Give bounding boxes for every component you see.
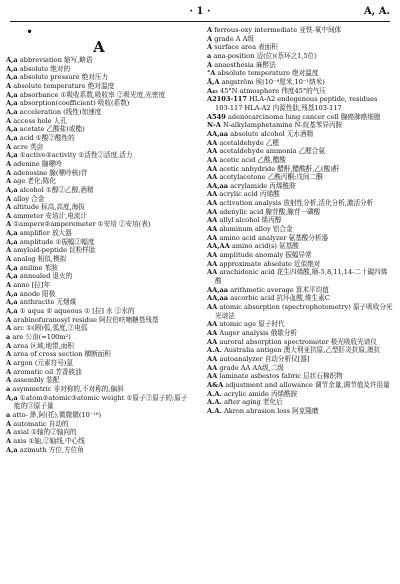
dictionary-entry bbox=[207, 69, 393, 78]
entry-term: A,a bbox=[6, 298, 18, 307]
dictionary-entry bbox=[207, 329, 393, 338]
entry-definition: ferrous-oxy intermediate 亚铁-氧中间体 bbox=[214, 26, 342, 34]
entry-definition: alcohol ①醇②乙醇,酒精 bbox=[19, 185, 94, 194]
entry-definition: autoanalyzer 自动分析仪[器] bbox=[219, 354, 310, 363]
entry-definition: atto- 渺,阿(托),微微微(10⁻¹⁸) bbox=[12, 410, 102, 419]
entry-definition: atomic age 原子时代 bbox=[219, 320, 285, 329]
entry-definition: adenosine 腺(嘌呤核)苷 bbox=[13, 168, 88, 177]
entry-definition: acre 英亩 bbox=[13, 142, 44, 151]
entry-definition: ①ampere②amperemeter ①安培 ②安培(表) bbox=[13, 220, 151, 229]
entry-definition: activation analysis 放射性分析,活化分析,激活分析 bbox=[219, 199, 374, 208]
entry-term: A bbox=[6, 246, 12, 255]
dictionary-entry bbox=[207, 355, 393, 364]
entry-definition: aluminum alloy 铝合金 bbox=[219, 225, 293, 234]
entry-definition: auroral absorption spectrometer 极光吸收光谱仪 bbox=[219, 337, 377, 346]
entry-definition: absorbance ①吸收系数,吸收率 ②吸光度,光密度 bbox=[19, 90, 166, 99]
entry-term: A bbox=[6, 419, 12, 428]
running-head: A, A. bbox=[364, 6, 390, 17]
entry-term: AA bbox=[207, 337, 218, 346]
dictionary-entry bbox=[6, 143, 192, 152]
entry-definition: amplifier 放大器 bbox=[19, 229, 72, 238]
entry-definition: amino acid(s) 氨基酸 bbox=[231, 242, 299, 251]
dictionary-entry bbox=[6, 108, 192, 117]
entry-definition: atomic absorption (spectrophotometry) 原子吸收分光光谱法 bbox=[215, 303, 393, 320]
dictionary-entry bbox=[6, 91, 192, 100]
entry-term: A bbox=[6, 255, 12, 264]
entry-term: AA bbox=[207, 259, 218, 268]
dictionary-entry bbox=[6, 324, 192, 333]
dictionary-entry bbox=[207, 43, 393, 52]
entry-definition: argon (元素符号)氩 bbox=[13, 358, 73, 367]
dictionary-entry bbox=[6, 272, 192, 281]
dictionary-entry bbox=[207, 216, 393, 225]
entry-definition: N-alkylamphetamine N-烷基苯异丙胺 bbox=[223, 121, 343, 130]
entry-term: AA bbox=[207, 164, 218, 173]
entry-definition: angström 埃(10⁻⁸厘米,10⁻¹纳米) bbox=[221, 77, 325, 86]
dictionary-entry bbox=[6, 229, 192, 238]
entry-term: a bbox=[6, 384, 11, 393]
entry-definition: HLA-A2 endogenous peptide, residues 103-117 HLA-A2 内源性肽,残基103-117 bbox=[215, 95, 378, 112]
entry-definition: allyl alcohol 烯丙醇 bbox=[219, 216, 282, 225]
entry-definition: anode 阳极 bbox=[19, 289, 56, 298]
entry-definition: ascorbic acid 抗坏血酸,维生素C bbox=[230, 294, 330, 303]
entry-term: A bbox=[6, 211, 12, 220]
entry-term: AA bbox=[207, 173, 218, 182]
dictionary-entry bbox=[6, 117, 192, 126]
entry-definition: axis ①轴,②轴线,中心线 bbox=[13, 436, 85, 445]
entry-term: AA bbox=[207, 199, 218, 208]
entry-definition: ① aqua ② aqueous ① [拉] 水 ②水的 bbox=[19, 307, 135, 316]
entry-term: A bbox=[6, 350, 12, 359]
dictionary-entry bbox=[207, 338, 393, 347]
dictionary-entry bbox=[6, 203, 192, 212]
entry-definition: abbreviation 缩写,略语 bbox=[19, 56, 93, 64]
dictionary-entry bbox=[6, 437, 192, 446]
entry-definition: laminate asbestos fabric 层状石棉织物 bbox=[219, 372, 343, 381]
dictionary-entry bbox=[207, 61, 393, 70]
entry-definition: arc ①(圆)弧,弧度,②电弧 bbox=[13, 324, 88, 333]
entry-definition: adenocarcinoma lung cancer cell 腺癌肺癌细胞 bbox=[228, 112, 381, 121]
entry-term: a bbox=[6, 410, 11, 419]
entry-term: A bbox=[207, 60, 213, 69]
dictionary-entry bbox=[207, 381, 393, 390]
dictionary-entry bbox=[207, 52, 393, 61]
dictionary-entry bbox=[207, 156, 393, 165]
entry-definition: surface area 表面积 bbox=[214, 43, 278, 52]
entry-definition: approximate absolute 近似绝对 bbox=[219, 259, 321, 268]
dictionary-entry bbox=[6, 169, 192, 178]
entry-term: A,a bbox=[6, 263, 18, 272]
entry-definition: automatic 自动的 bbox=[13, 419, 69, 428]
entry-definition: age 老化;陈化 bbox=[13, 177, 56, 186]
entry-definition: access hole 人孔 bbox=[13, 116, 67, 125]
dictionary-entry bbox=[207, 139, 393, 148]
entry-definition: Australia antigen 澳大利亚抗原,乙型肝炎抗原,澳抗 bbox=[223, 346, 381, 355]
entry-definition: amplitude ①振幅②幅度 bbox=[19, 237, 95, 246]
entry-definition: adjustment and allowance 调节余量,调节值及许用量 bbox=[225, 380, 390, 389]
entry-term: A,a bbox=[6, 272, 18, 281]
entry-definition: azimuth 方位,方位角 bbox=[19, 445, 84, 454]
entry-definition: grade A A级 bbox=[214, 34, 254, 43]
entry-definition: absolute temperature 绝对温度 bbox=[217, 69, 319, 78]
entry-definition: ①active②activity ①活性②活度,活力 bbox=[19, 151, 133, 160]
entry-definition: aromatic oil 芳香族油 bbox=[13, 367, 82, 376]
entry-term: A549 bbox=[207, 112, 226, 121]
entry-definition: Akron abrasion loss 阿克隆磨 bbox=[223, 406, 319, 415]
entry-definition: absorption(coefficient) 吸收(系数) bbox=[19, 99, 130, 108]
dictionary-entry bbox=[6, 195, 192, 204]
dictionary-entry bbox=[6, 446, 192, 455]
entry-definition: acetaldehyde 乙醛 bbox=[219, 138, 280, 147]
entry-term: AA bbox=[207, 155, 218, 164]
entry-term: A bbox=[207, 34, 213, 43]
entry-term: Å,A bbox=[207, 77, 220, 86]
dictionary-entry bbox=[6, 99, 192, 108]
entry-definition: acetic anhydride 醋酐,醋酸酐,乙(酸)酐 bbox=[219, 164, 340, 173]
dictionary-entry bbox=[6, 385, 192, 394]
entry-term: AA bbox=[207, 147, 218, 156]
dictionary-entry bbox=[207, 95, 393, 112]
entry-term: A2103-117 bbox=[207, 95, 247, 104]
dictionary-entry bbox=[207, 294, 393, 303]
entry-term: A,a bbox=[6, 99, 18, 108]
entry-term: AA bbox=[207, 251, 218, 260]
entry-term: A&A bbox=[207, 380, 224, 389]
entry-term: AA bbox=[207, 303, 218, 311]
dictionary-entry bbox=[207, 242, 393, 251]
dictionary-entry bbox=[6, 160, 192, 169]
entry-term: A bbox=[6, 168, 12, 177]
dictionary-entry bbox=[207, 35, 393, 44]
entry-definition: acrylic amide 丙烯酰胺 bbox=[223, 389, 298, 398]
dictionary-entry bbox=[207, 364, 393, 373]
dictionary-entry bbox=[6, 151, 192, 160]
dictionary-entry bbox=[6, 376, 192, 385]
entry-term: AA bbox=[207, 190, 218, 199]
dictionary-entry bbox=[6, 281, 192, 290]
entry-term: A,a bbox=[6, 151, 18, 160]
entry-term: A bbox=[6, 367, 12, 376]
entry-definition: assembly 装配 bbox=[13, 376, 60, 385]
entry-term: AA,aa bbox=[207, 129, 229, 138]
entry-term: A bbox=[6, 81, 12, 90]
entry-definition: anthracite 无烟煤 bbox=[19, 298, 77, 307]
entry-definition: absolute temperature 绝对温度 bbox=[13, 81, 115, 90]
entry-term: A bbox=[6, 159, 12, 168]
page-number: · 1 · bbox=[189, 6, 211, 17]
dictionary-entry bbox=[207, 147, 393, 156]
dictionary-entry bbox=[6, 177, 192, 186]
entry-term: A.A. bbox=[207, 346, 222, 355]
dictionary-entry bbox=[6, 134, 192, 143]
entry-term: A.A. bbox=[207, 406, 222, 415]
entry-definition: anaesthesia 麻醉法 bbox=[214, 60, 276, 69]
entry-definition: acetaldehyde ammonia 乙醛合氨 bbox=[219, 147, 326, 156]
header-rule bbox=[10, 21, 390, 22]
entry-definition: acrylic acid 丙烯酸 bbox=[219, 190, 280, 199]
entry-definition: arabinofuranosyl residue 阿拉伯呋喃糖基残基 bbox=[13, 315, 159, 324]
dictionary-entry bbox=[207, 320, 393, 329]
entry-term: A.A. bbox=[207, 398, 222, 407]
entry-definition: absolute alcohol 无水酒精 bbox=[230, 129, 314, 138]
dictionary-entry bbox=[6, 307, 192, 316]
entry-term: AA bbox=[207, 138, 218, 147]
dictionary-entry bbox=[207, 78, 393, 87]
dictionary-entry bbox=[207, 390, 393, 399]
entry-term: A bbox=[6, 281, 12, 290]
entry-term: A bbox=[6, 220, 12, 229]
dictionary-entry bbox=[207, 121, 393, 130]
dictionary-entry bbox=[6, 56, 192, 65]
entry-definition: altitude 标高,高度,海拔 bbox=[13, 203, 85, 212]
dictionary-entry bbox=[6, 255, 192, 264]
dictionary-entry bbox=[207, 190, 393, 199]
entry-term: AA,AA bbox=[207, 242, 230, 251]
dictionary-entry bbox=[207, 407, 393, 416]
dictionary-entry bbox=[207, 199, 393, 208]
entry-definition: ana-position 迈(位)(萘环之1,5位) bbox=[213, 51, 317, 60]
entry-definition: acid ①酸②酸性的 bbox=[19, 133, 75, 142]
dictionary-entry bbox=[6, 394, 192, 411]
entry-definition: are 公亩(=100m²) bbox=[12, 333, 71, 341]
entry-term: AA bbox=[207, 372, 218, 381]
dictionary-entry bbox=[6, 411, 192, 420]
entry-definition: amino acid analyzer 氨基酸分析器 bbox=[219, 233, 329, 242]
entry-term: AA,aa bbox=[207, 181, 229, 190]
dictionary-entry bbox=[6, 220, 192, 229]
entry-term: A,a bbox=[6, 307, 18, 316]
entry-definition: amyloid-peptide 淀粉样肽 bbox=[13, 246, 96, 255]
dictionary-entry bbox=[207, 130, 393, 139]
dictionary-entry bbox=[6, 186, 192, 195]
entry-term: AA bbox=[207, 233, 218, 242]
dictionary-entry bbox=[6, 65, 192, 74]
entry-definition: after aging 老化后 bbox=[223, 398, 283, 407]
entry-definition: acetic acid 乙酸,醋酸 bbox=[219, 155, 286, 164]
right-column bbox=[207, 26, 393, 416]
entry-term: A bbox=[6, 203, 12, 212]
dictionary-entry bbox=[207, 26, 393, 35]
dictionary-entry bbox=[207, 303, 393, 320]
left-column bbox=[6, 26, 192, 454]
entry-definition: adenylic acid 腺苷酸,腺苷一磷酸 bbox=[219, 207, 321, 216]
entry-definition: acetate 乙酸盐(或酯) bbox=[19, 125, 85, 134]
entry-term: A,a bbox=[6, 229, 18, 238]
dictionary-entry bbox=[6, 342, 192, 351]
entry-definition: anno [拉]年 bbox=[13, 281, 51, 290]
entry-definition: axial ①轴的②轴向的 bbox=[13, 428, 77, 437]
entry-term: A bbox=[6, 436, 12, 445]
entry-term: A bbox=[207, 43, 213, 52]
entry-term: N-A bbox=[207, 121, 221, 130]
entry-term: AA,aa bbox=[207, 294, 229, 303]
entry-term: a bbox=[6, 333, 11, 341]
entry-definition: amplitude anomaly 振幅异常 bbox=[219, 251, 312, 260]
entry-definition: Auger analysis 俄歇分析 bbox=[219, 328, 298, 337]
entry-definition: annealed 退火的 bbox=[19, 272, 73, 281]
entry-definition: alloy 合金 bbox=[13, 194, 45, 203]
entry-definition: acrylamide 丙烯酰胺 bbox=[230, 181, 296, 190]
entry-term: A bbox=[207, 26, 213, 34]
dictionary-entry bbox=[6, 428, 192, 437]
bullet-mark: • bbox=[26, 25, 34, 39]
entry-term: A bbox=[6, 315, 12, 324]
entry-term: A bbox=[6, 428, 12, 437]
entry-term: A bbox=[6, 376, 12, 385]
dictionary-entry bbox=[6, 333, 192, 342]
entry-term: AA bbox=[207, 363, 218, 372]
entry-definition: aniline 苯胺 bbox=[19, 263, 58, 272]
dictionary-entry bbox=[207, 346, 393, 355]
entry-definition: arithmetic average 算术平均值 bbox=[230, 285, 329, 294]
dictionary-entry bbox=[207, 113, 393, 122]
entry-definition: absolute pressure 绝对压力 bbox=[19, 73, 109, 82]
entry-term: A bbox=[6, 116, 12, 125]
dictionary-entry bbox=[207, 173, 393, 182]
dictionary-entry bbox=[6, 350, 192, 359]
entry-term: A bbox=[6, 194, 12, 203]
entry-term: A₄₅ bbox=[207, 86, 218, 95]
dictionary-entry bbox=[6, 125, 192, 134]
entry-definition: area of cross section 横断面积 bbox=[13, 350, 111, 359]
dictionary-entry bbox=[207, 398, 393, 407]
entry-definition: area 区域,地带,面积 bbox=[13, 341, 75, 350]
entry-term: a bbox=[207, 51, 212, 60]
entry-term: A,a bbox=[6, 133, 18, 142]
entry-definition: ammeter 安培计,电流计 bbox=[13, 211, 88, 220]
dictionary-entry bbox=[207, 372, 393, 381]
dictionary-entry bbox=[207, 225, 393, 234]
entry-term: A bbox=[6, 358, 12, 367]
entry-definition: asymmetric 非对称的,不对称的,偏斜 bbox=[12, 384, 124, 393]
entry-term: AA bbox=[207, 207, 218, 216]
entry-term: AA bbox=[207, 328, 218, 337]
dictionary-entry bbox=[207, 268, 393, 285]
dictionary-entry bbox=[207, 87, 393, 96]
dictionary-entry bbox=[6, 420, 192, 429]
dictionary-entry bbox=[6, 246, 192, 255]
entry-term: A bbox=[6, 324, 12, 333]
entry-term: A,a bbox=[6, 237, 18, 246]
entry-term: A,a bbox=[6, 393, 18, 402]
entry-term: A,a bbox=[6, 56, 18, 64]
dictionary-entry bbox=[6, 73, 192, 82]
entry-term: A,a bbox=[6, 185, 18, 194]
entry-term: A,a bbox=[6, 125, 18, 134]
dictionary-entry bbox=[6, 298, 192, 307]
entry-definition: absolute 绝对的 bbox=[19, 64, 71, 73]
entry-definition: analog 相似,模拟 bbox=[13, 255, 67, 264]
entry-term: A bbox=[6, 341, 12, 350]
entry-term: AA bbox=[207, 268, 218, 277]
entry-term: A,a bbox=[6, 64, 18, 73]
dictionary-entry bbox=[207, 165, 393, 174]
entry-term: A bbox=[6, 177, 12, 186]
entry-definition: arachidonic acid 花生四烯酸,顺-5,8,11,14-二十碳四烯酸 bbox=[215, 268, 388, 286]
dictionary-entry bbox=[207, 251, 393, 260]
entry-definition: acceleration (线性)加速度 bbox=[19, 107, 102, 116]
dictionary-entry bbox=[6, 359, 192, 368]
entry-definition: acetylacetone 乙酰丙酮;戊间二酮 bbox=[219, 173, 323, 182]
entry-term: AA bbox=[207, 354, 218, 363]
entry-term: A,a bbox=[6, 73, 18, 82]
entry-term: A,a bbox=[6, 90, 18, 99]
entry-term: AA,aa bbox=[207, 285, 229, 294]
entry-term: A.A. bbox=[207, 389, 222, 398]
entry-term: A bbox=[6, 142, 12, 151]
entry-definition: ①atom②atomic③atomic weight ①原子②原子的;原子能的③原子量 bbox=[14, 393, 188, 411]
entry-term: A,a bbox=[6, 445, 18, 454]
entry-term: A,a bbox=[6, 289, 18, 298]
entry-term: AA bbox=[207, 320, 218, 329]
entry-term: A,a bbox=[6, 107, 18, 116]
entry-term: AA bbox=[207, 225, 218, 234]
entry-term: °A bbox=[207, 69, 216, 78]
entry-definition: grade AA AA级,二级 bbox=[219, 363, 284, 372]
entry-definition: adenine 腺嘌呤 bbox=[13, 159, 62, 168]
entry-term: AA bbox=[207, 216, 218, 225]
dictionary-entry bbox=[6, 82, 192, 91]
section-letter: A bbox=[93, 38, 105, 56]
dictionary-entry bbox=[6, 368, 192, 377]
entry-definition: 45°N atmosphere 伟度45°的气压 bbox=[220, 86, 326, 95]
